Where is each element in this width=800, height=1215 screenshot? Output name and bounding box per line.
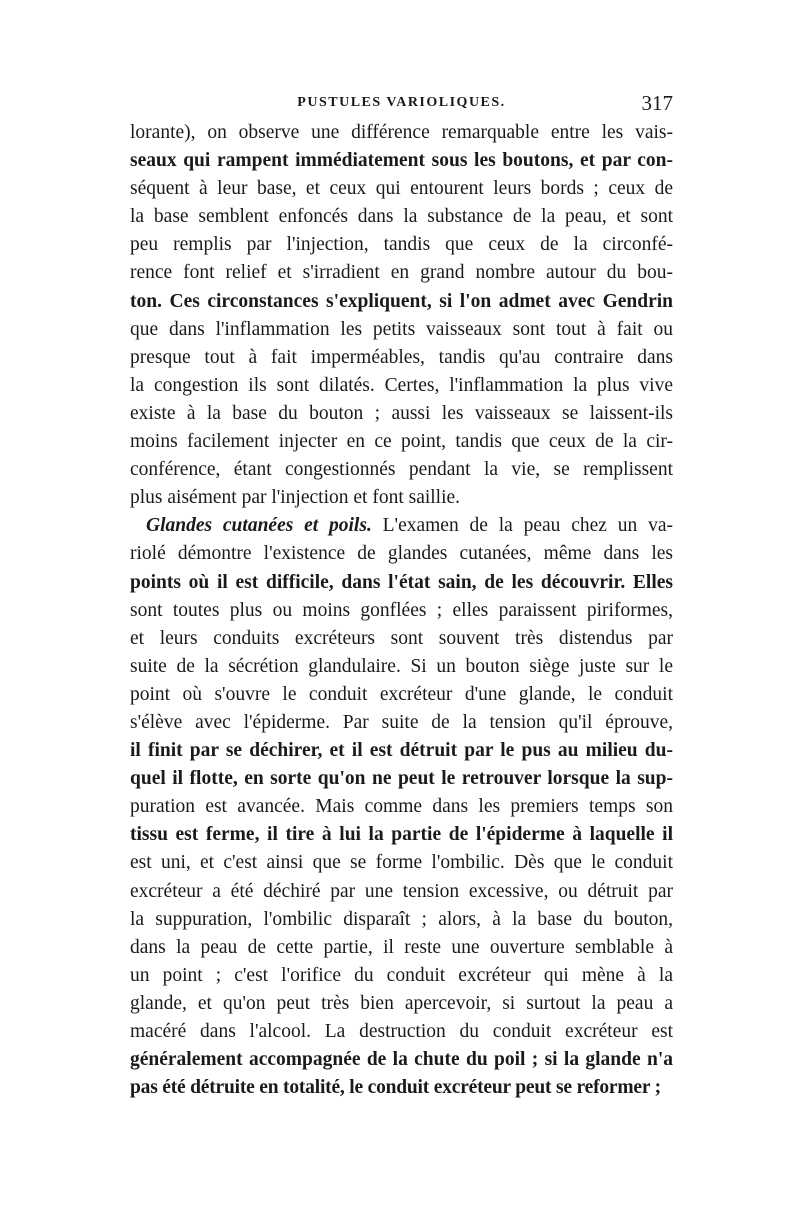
text-line: conférence, étant congestionnés pendant la vie, se remplissent xyxy=(130,459,673,481)
text-line: lorante), on observe une différence remarquable entre les vais- xyxy=(130,122,673,143)
text-line: puration est avancée. Mais comme dans les premiers temps son xyxy=(130,796,673,818)
text-line: seaux qui rampent immédiatement sous les boutons, et par con- xyxy=(130,150,673,172)
text-line: s'élève avec l'épiderme. Par suite de la tension qu'il éprouve, xyxy=(130,711,673,733)
text-line: points où il est difficile, dans l'état sain, de les découvrir. Elles xyxy=(130,571,673,593)
text-line: presque tout à fait imperméables, tandis qu'au contraire dans xyxy=(130,346,673,368)
text-line: sont toutes plus ou moins gonflées ; elles paraissent piriformes, xyxy=(130,599,673,621)
text-line: existe à la base du bouton ; aussi les vaisseaux se laissent-ils xyxy=(130,402,673,424)
text-line: plus aisément par l'injection et font saillie. xyxy=(130,487,461,509)
text-line: tissu est ferme, il tire à lui la partie de l'épiderme à laquelle il xyxy=(130,824,673,846)
section-heading: Glandes cutanées et poils. xyxy=(146,515,372,537)
text-line: moins facilement injecter en ce point, tandis que ceux de la cir- xyxy=(130,431,673,453)
text-line: rence font relief et s'irradient en grand nombre autour du bou- xyxy=(130,262,673,284)
running-title: PUSTULES VARIOLIQUES. xyxy=(297,95,506,110)
text-line: glande, et qu'on peut très bien apercevoir, si surtout la peau a xyxy=(130,992,673,1014)
text-line: point où s'ouvre le conduit excréteur d'une glande, le conduit xyxy=(130,683,673,705)
text-line: macéré dans l'alcool. La destruction du conduit excréteur est xyxy=(130,1021,673,1042)
text-line: peu remplis par l'injection, tandis que ceux de la circonfé- xyxy=(130,234,673,256)
text-line: excréteur a été déchiré par une tension excessive, ou détruit par xyxy=(130,880,673,902)
text-run: L'examen de la peau chez un va- xyxy=(371,515,673,537)
body-text xyxy=(130,119,673,1102)
text-line: quel il flotte, en sorte qu'on ne peut le retrouver lorsque la sup- xyxy=(130,768,673,790)
text-line: pas été détruite en totalité, le conduit excréteur peut se reformer ; xyxy=(130,1077,661,1099)
text-line: ton. Ces circonstances s'expliquent, si l'on admet avec Gendrin xyxy=(130,290,673,312)
text-line: est uni, et c'est ainsi que se forme l'ombilic. Dès que le conduit xyxy=(130,852,673,874)
text-line: il finit par se déchirer, et il est détruit par le pus au milieu du- xyxy=(130,740,673,762)
text-line: la base semblent enfoncés dans la substance de la peau, et sont xyxy=(130,206,673,228)
text-line: suite de la sécrétion glandulaire. Si un bouton siège juste sur le xyxy=(130,655,673,677)
page-number: 317 xyxy=(641,91,673,115)
paragraph-first-line xyxy=(130,512,673,540)
text-line: généralement accompagnée de la chute du poil ; si la glande n'a xyxy=(130,1049,673,1071)
text-line: séquent à leur base, et ceux qui entourent leurs bords ; ceux de xyxy=(130,178,673,200)
text-line: un point ; c'est l'orifice du conduit excréteur qui mène à la xyxy=(130,964,673,986)
text-line: riolé démontre l'existence de glandes cutanées, même dans les xyxy=(130,543,673,565)
running-header xyxy=(130,91,673,121)
text-line: dans la peau de cette partie, il reste une ouverture semblable à xyxy=(130,936,673,958)
text-line: et leurs conduits excréteurs sont souvent très distendus par xyxy=(130,627,673,649)
text-line: la congestion ils sont dilatés. Certes, l'inflammation la plus vive xyxy=(130,374,673,396)
text-line: que dans l'inflammation les petits vaisseaux sont tout à fait ou xyxy=(130,318,673,340)
text-line: la suppuration, l'ombilic disparaît ; alors, à la base du bouton, xyxy=(130,908,673,930)
